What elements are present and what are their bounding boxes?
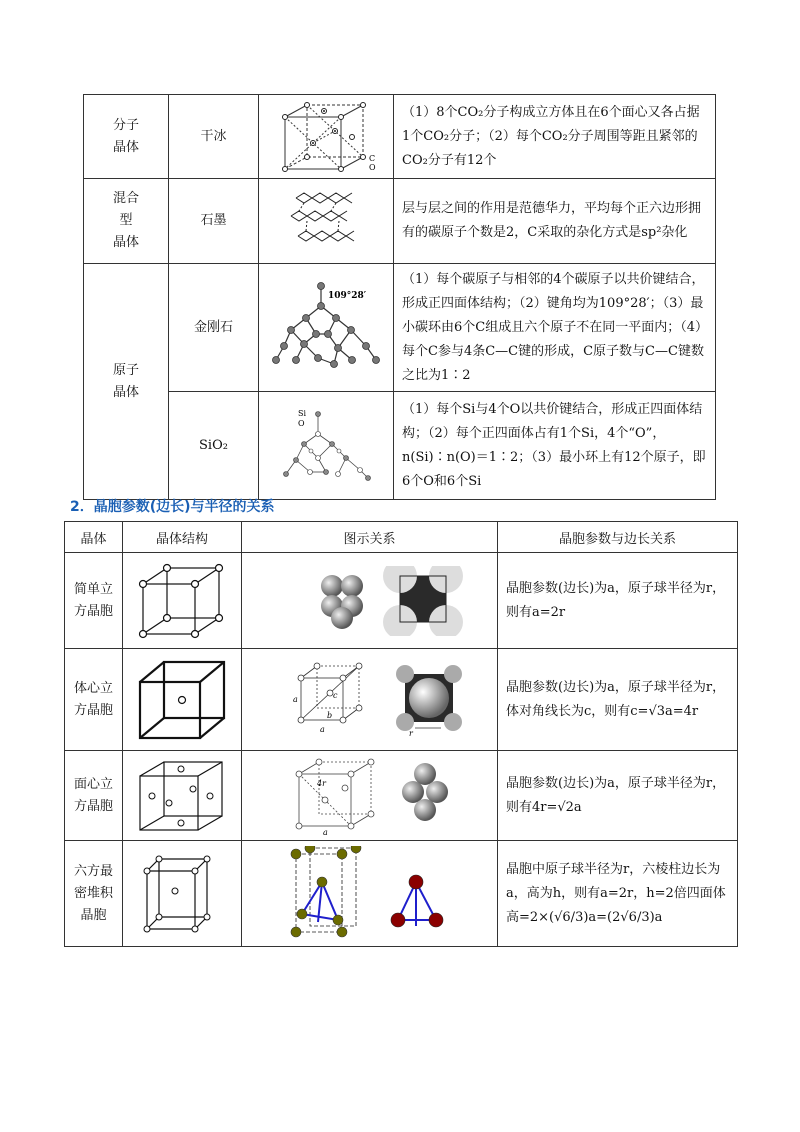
cell-name — [65, 649, 123, 751]
fcc-diagram — [242, 751, 498, 841]
relation-text: 晶胞中原子球半径为r，六棱柱边长为a，高为h，则有a=2r，h=2倍四面体高=2×(√6/3)a=(2√6/3)a — [498, 841, 738, 947]
category-label: 分子 晶体 — [112, 117, 139, 155]
simple-cubic-diagram — [242, 553, 498, 649]
cell-name — [65, 751, 123, 841]
crystal-name: 石墨 — [169, 179, 259, 264]
crystal-desc-text: 层与层之间的作用是范德华力，平均每个正六边形拥有的碳原子个数是2，C采取的杂化方式是sp²杂化 — [402, 201, 702, 240]
header-relation: 晶胞参数与边长关系 — [498, 522, 738, 553]
fig-label-a: a — [322, 827, 328, 836]
header-diagram: 图示关系 — [242, 522, 498, 553]
fig-label-a2: a — [319, 724, 325, 734]
fig-label-r: r — [408, 728, 413, 738]
simple-cubic-structure — [123, 553, 242, 649]
category-label: 混合 型 晶体 — [112, 191, 139, 250]
relation-text: 晶胞参数(边长)为a，原子球半径为r，体对角线长为c，则有c=√3a=4r — [498, 649, 738, 751]
section-heading: 2．晶胞参数(边长)与半径的关系 — [70, 499, 275, 515]
bcc-structure — [123, 649, 242, 751]
crystal-name: 金刚石 — [169, 264, 259, 392]
relation-text: 晶胞参数(边长)为a，原子球半径为r，则有a=2r — [498, 553, 738, 649]
relation-text: 晶胞参数(边长)为a，原子球半径为r，则有4r=√2a — [498, 751, 738, 841]
crystal-desc: （1）每个Si与4个O以共价键结合，形成正四面体结构；（2）每个正四面体占有1个Si，4个“O”，n(Si)∶n(O)＝1∶2；（3）最小环上有12个原子，即6个O和6个Si — [394, 392, 716, 500]
bond-angle-label: 109°28′ — [328, 290, 367, 301]
fig-label-c: c — [332, 690, 337, 700]
category-cell — [84, 179, 169, 264]
sio2-figure — [259, 392, 394, 500]
fcc-structure — [123, 751, 242, 841]
header-structure: 晶体结构 — [123, 522, 242, 553]
crystal-name: 干冰 — [169, 95, 259, 179]
fig-label-4r: 4r — [316, 778, 326, 788]
fig-label-a: a — [292, 694, 298, 704]
cell-name-text: 面心立 方晶胞 — [73, 776, 113, 814]
cell-name — [65, 553, 123, 649]
fig-label-b: b — [326, 710, 332, 720]
cell-name-text: 六方最 密堆积 晶胞 — [73, 863, 113, 923]
hcp-structure — [123, 841, 242, 947]
diamond-figure — [259, 264, 394, 392]
cell-name-text: 简单立 方晶胞 — [73, 581, 113, 619]
fig-label-o: O — [298, 418, 305, 428]
crystal-desc: （1）每个碳原子与相邻的4个碳原子以共价键结合，形成正四面体结构；（2）键角均为109°28′；（3）最小碳环由6个C组成且六个原子不在同一平面内；（4）每个C参与4条C—C键的形成，C原子数与C—C键数之比为1∶2 — [394, 264, 716, 392]
category-cell — [84, 264, 169, 500]
unit-cell-table — [64, 521, 738, 947]
fig-label-c: C — [369, 153, 376, 163]
crystal-types-table — [83, 94, 716, 500]
dry-ice-figure — [259, 95, 394, 179]
bcc-diagram — [242, 649, 498, 751]
fig-label-o: O — [369, 162, 376, 172]
category-label: 原子 晶体 — [112, 362, 139, 400]
cell-name-text: 体心立 方晶胞 — [73, 680, 113, 718]
header-crystal: 晶体 — [65, 522, 123, 553]
cell-name — [65, 841, 123, 947]
graphite-figure — [259, 179, 394, 264]
crystal-desc: （1）8个CO₂分子构成立方体且在6个面心又各占据1个CO₂分子；（2）每个CO₂分子周围等距且紧邻的CO₂分子有12个 — [394, 95, 716, 179]
hcp-diagram — [242, 841, 498, 947]
crystal-desc — [394, 179, 716, 264]
fig-label-si: Si — [298, 408, 307, 418]
crystal-name: SiO₂ — [169, 392, 259, 500]
category-cell — [84, 95, 169, 179]
